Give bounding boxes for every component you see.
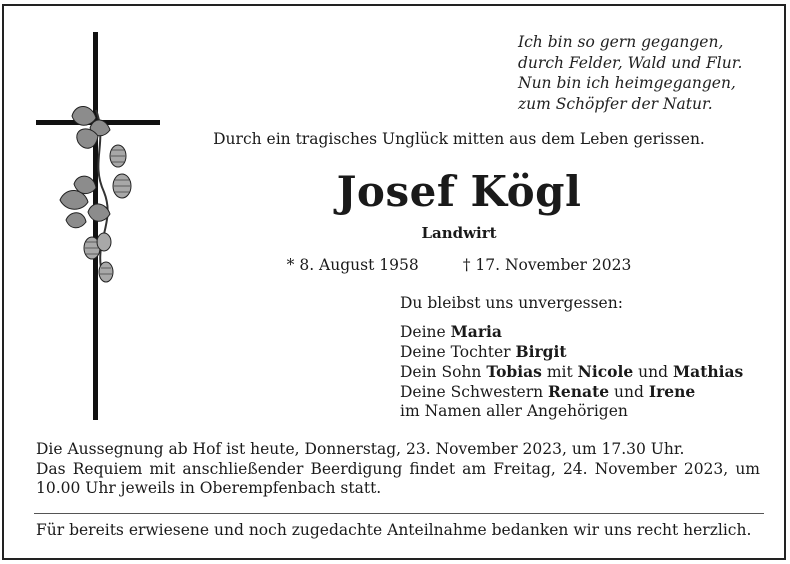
mourner-line [400,402,743,421]
poem-line: Nun bin ich heimgegangen, [518,74,736,92]
death-date: † 17. November 2023 [462,256,632,274]
mourner-text: Deine [400,323,451,341]
mourner-text: Deine Tochter [400,343,516,361]
divider [34,513,764,514]
mourner-line [400,322,743,342]
mourners-intro: Du bleibst uns unvergessen: [400,294,623,312]
mourner-line [400,382,743,402]
cross-with-hop-vine-icon [32,32,162,422]
mourner-name: Nicole [577,362,634,381]
mourner-list [400,322,743,421]
poem-line: durch Felder, Wald und Flur. [518,53,743,72]
service-info [36,440,760,499]
mourner-name: Maria [450,322,502,341]
mourner-line [400,342,743,362]
mourner-text: und [609,383,649,401]
mourner-text: im Namen aller Angehörigen [400,402,628,420]
birth-date: * 8. August 1958 [286,256,419,274]
obituary-notice [2,4,786,560]
mourner-name: Renate [548,382,610,401]
mourner-text: und [633,363,673,381]
poem-line: zum Schöpfer der Natur. [518,94,713,113]
mourners-block [400,294,743,421]
poem [518,32,778,114]
poem-line: Ich bin so gern gegangen, [518,33,724,51]
mourner-name: Tobias [486,362,542,381]
deceased-profession: Landwirt [421,224,497,242]
mourner-text: mit [541,363,578,381]
mourner-text: Deine Schwestern [400,383,549,401]
life-dates [164,256,754,274]
service-line: Die Aussegnung ab Hof ist heute, Donnerstag, 23. November 2023, um 17.30 Uhr. [36,440,685,458]
thanks-line: Für bereits erwiesene und noch zugedachte Anteilnahme bedanken wir uns recht herzlich. [36,521,752,539]
subtitle: Durch ein tragisches Unglück mitten aus dem Leben gerissen. [213,130,705,148]
mourner-name: Birgit [515,342,567,361]
mourner-name: Irene [648,382,696,401]
mourner-text: Dein Sohn [400,363,487,381]
mourner-name: Mathias [673,362,744,381]
mourner-line [400,362,743,382]
service-line: Das Requiem mit anschließender Beerdigung findet am Freitag, 24. November 2023, um 10.00 Uhr jeweils in Oberempfenbach statt. [36,459,760,497]
deceased-name: Josef Kögl [336,167,582,216]
